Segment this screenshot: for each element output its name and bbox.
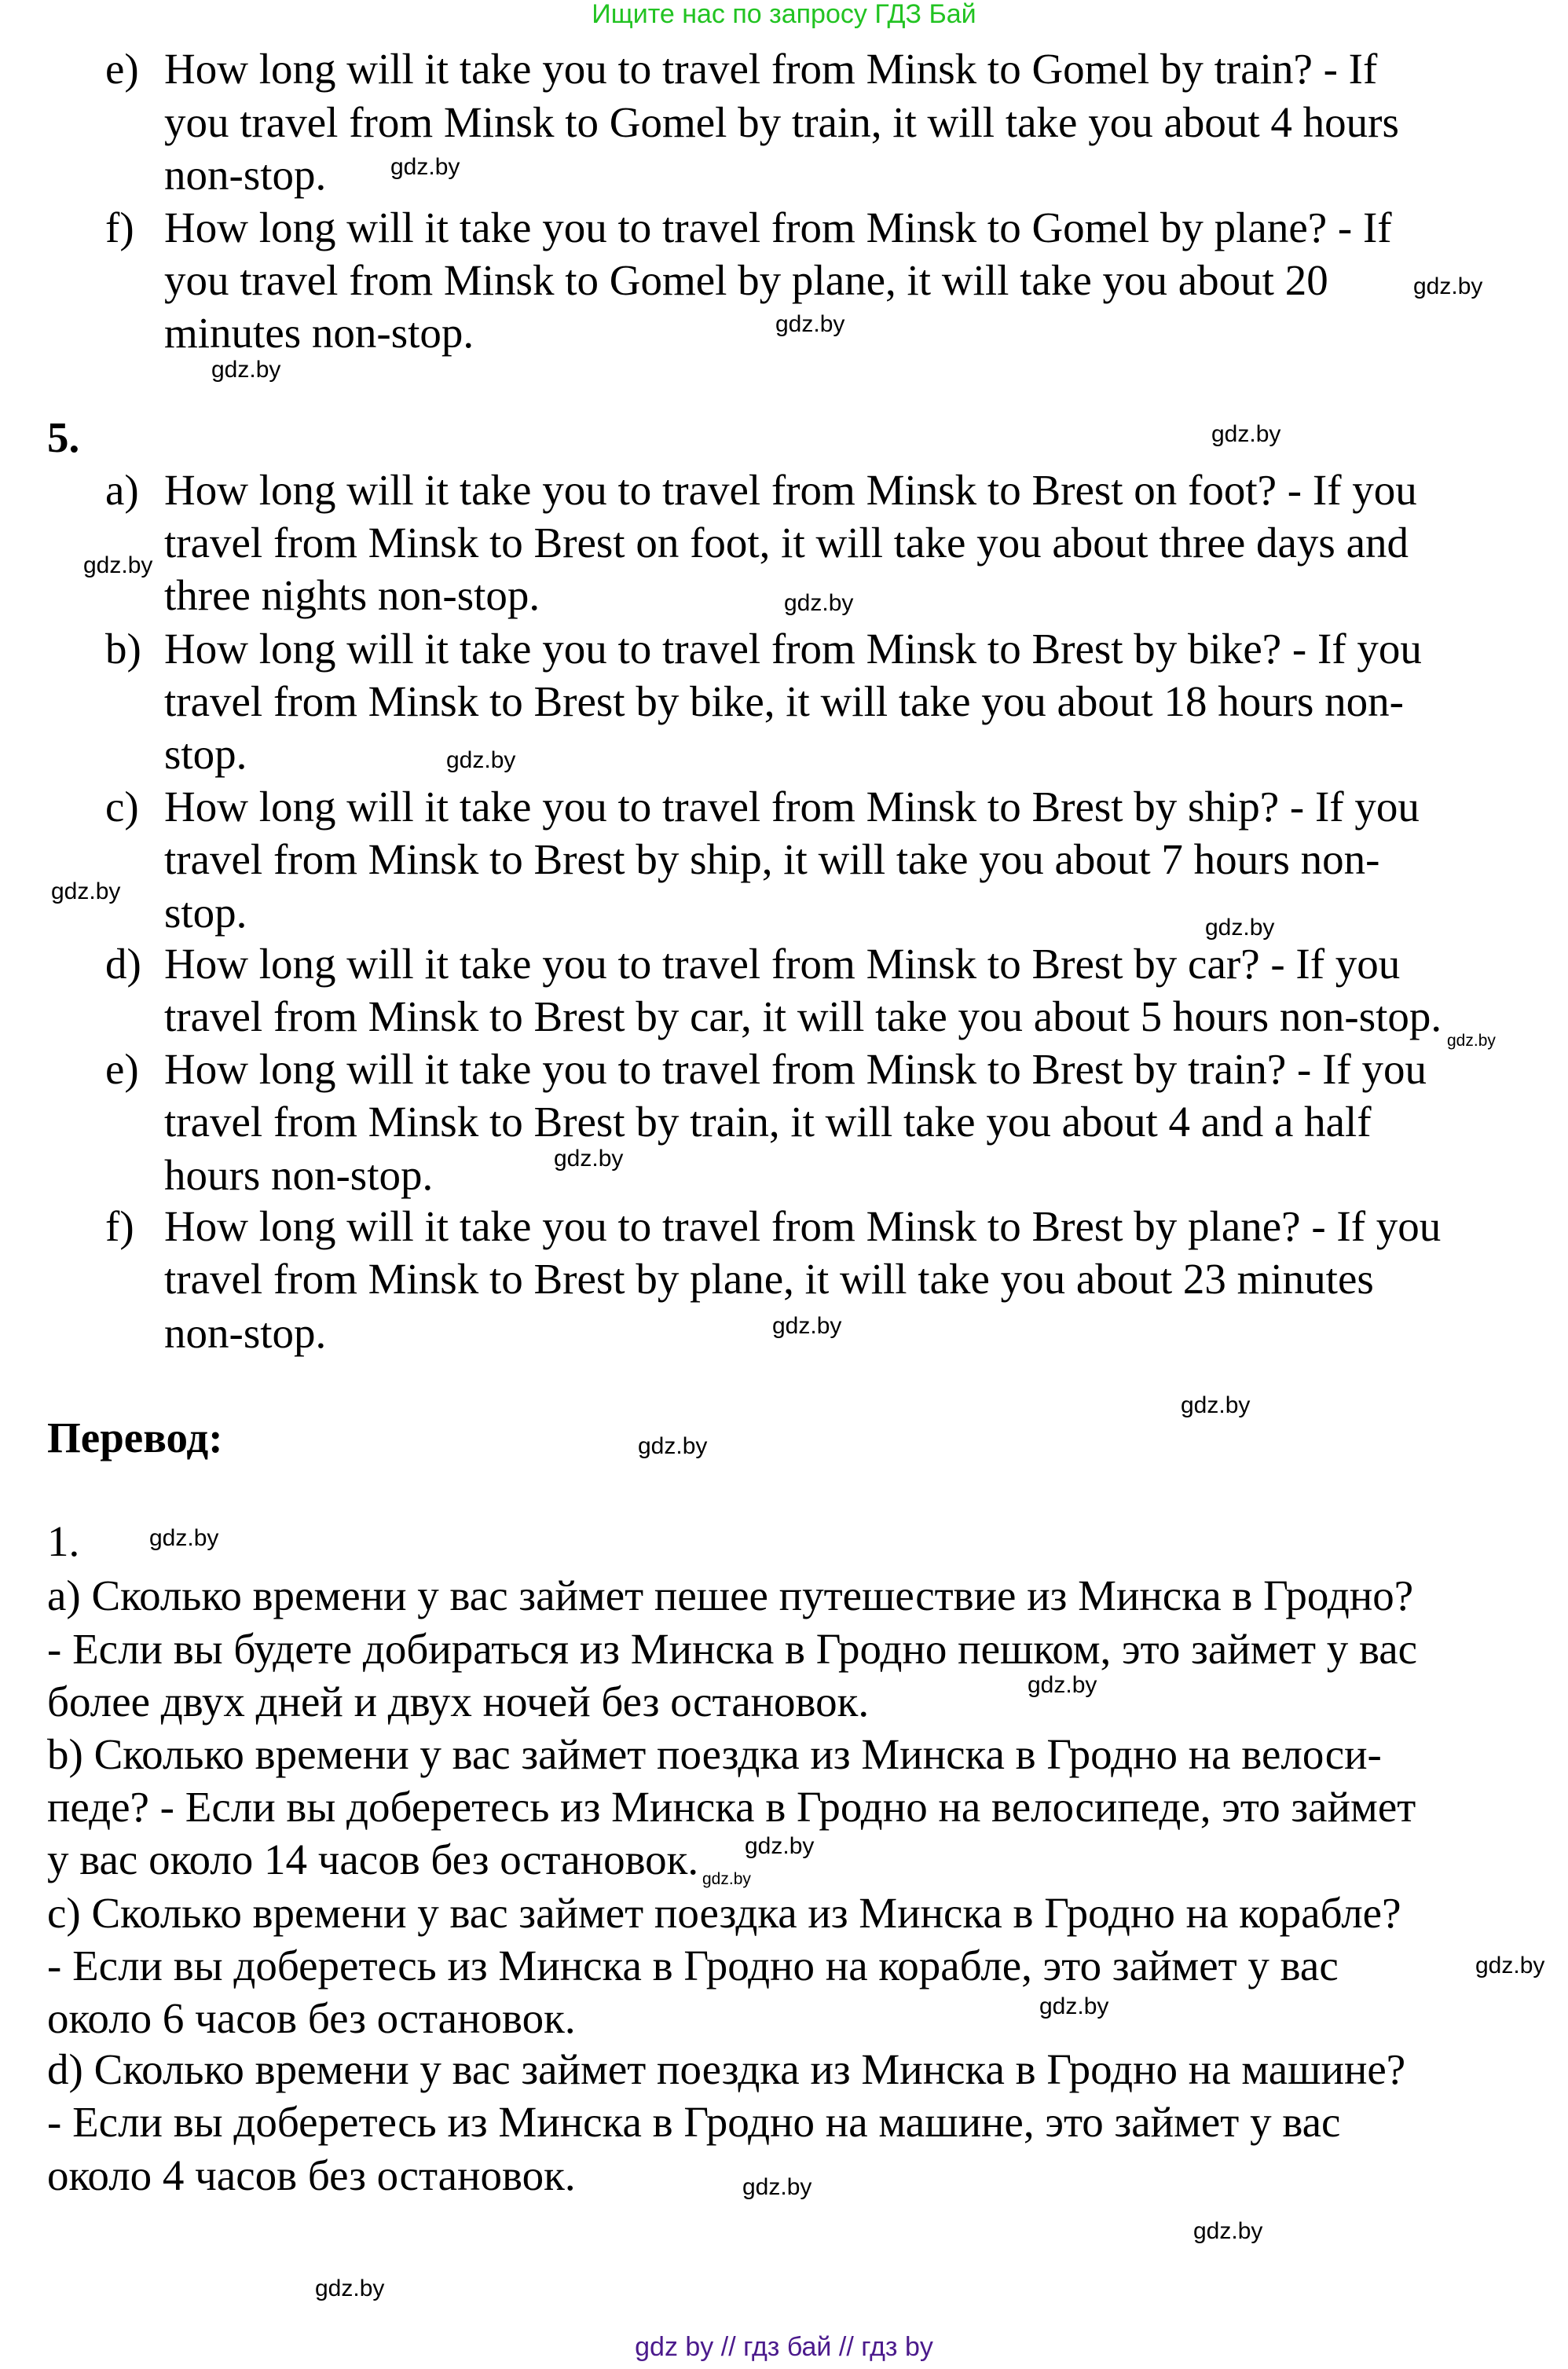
answer-line: you travel from Minsk to Gomel by plane, it will take you about 20: [164, 256, 1328, 304]
answer-line: travel from Minsk to Brest by train, it will take you about 4 and a half: [164, 1098, 1372, 1146]
answer-line: How long will it take you to travel from Minsk to Brest on foot? - If you: [164, 466, 1417, 514]
footer-links: gdz by // гдз бай // гдз by: [635, 2332, 933, 2362]
answer-line: How long will it take you to travel from Minsk to Gomel by train? - If: [164, 45, 1378, 93]
translation-line: - Если вы доберетесь из Минска в Гродно на машине, это займет у вас: [47, 2098, 1341, 2146]
item-label: f): [105, 1202, 134, 1250]
item-label: a): [105, 466, 139, 514]
translation-line: d) Сколько времени у вас займет поездка из Минска в Гродно на машине?: [47, 2045, 1406, 2093]
watermark: gdz.by: [390, 154, 460, 180]
answer-line: travel from Minsk to Brest by bike, it will take you about 18 hours non-: [164, 677, 1404, 725]
answer-line: travel from Minsk to Brest by car, it will take you about 5 hours non-stop.: [164, 992, 1442, 1040]
watermark: gdz.by: [1413, 273, 1483, 299]
answer-line: How long will it take you to travel from Minsk to Gomel by plane? - If: [164, 204, 1392, 251]
watermark: gdz.by: [1475, 1953, 1545, 1978]
watermark: gdz.by: [784, 590, 854, 616]
answer-line: travel from Minsk to Brest by ship, it will take you about 7 hours non-: [164, 835, 1380, 883]
translation-line: более двух дней и двух ночей без остановок.: [47, 1678, 870, 1725]
answer-line: three nights non-stop.: [164, 571, 540, 619]
translation-line: c) Сколько времени у вас займет поездка из Минска в Гродно на корабле?: [47, 1889, 1401, 1937]
answer-line: How long will it take you to travel from Minsk to Brest by plane? - If you: [164, 1202, 1442, 1250]
watermark: gdz.by: [1028, 1672, 1097, 1698]
translation-line: a) Сколько времени у вас займет пешее путешествие из Минска в Гродно?: [47, 1571, 1414, 1619]
answer-line: stop.: [164, 730, 247, 778]
translation-line: у вас около 14 часов без остановок.: [47, 1835, 699, 1883]
item-label: e): [105, 45, 139, 93]
item-label: e): [105, 1045, 139, 1093]
watermark: gdz.by: [702, 1870, 751, 1888]
item-label: d): [105, 940, 141, 988]
watermark: gdz.by: [775, 311, 845, 337]
watermark: gdz.by: [315, 2275, 385, 2301]
answer-line: minutes non-stop.: [164, 309, 474, 357]
watermark: gdz.by: [1447, 1032, 1496, 1050]
item-label: b): [105, 625, 141, 673]
watermark: gdz.by: [1039, 1993, 1109, 2019]
answer-line: How long will it take you to travel from Minsk to Brest by car? - If you: [164, 940, 1401, 988]
watermark: gdz.by: [446, 747, 516, 773]
watermark: gdz.by: [772, 1313, 842, 1339]
watermark: gdz.by: [1211, 421, 1281, 447]
item-label: f): [105, 204, 134, 251]
translation-line: b) Сколько времени у вас займет поездка из Минска в Гродно на велоси-: [47, 1730, 1382, 1778]
translation-line: - Если вы будете добираться из Минска в Гродно пешком, это займет у вас: [47, 1625, 1418, 1673]
watermark: gdz.by: [1193, 2218, 1263, 2244]
answer-line: travel from Minsk to Brest by plane, it will take you about 23 minutes: [164, 1255, 1374, 1303]
translation-line: около 4 часов без остановок.: [47, 2151, 576, 2199]
watermark: gdz.by: [638, 1433, 708, 1459]
answer-line: non-stop.: [164, 1309, 327, 1357]
answer-line: travel from Minsk to Brest on foot, it will take you about three days and: [164, 519, 1409, 567]
answer-line: How long will it take you to travel from Minsk to Brest by ship? - If you: [164, 783, 1420, 831]
watermark: gdz.by: [1205, 915, 1275, 941]
answer-line: hours non-stop.: [164, 1151, 434, 1199]
watermark: gdz.by: [745, 1833, 815, 1859]
answer-line: How long will it take you to travel from Minsk to Brest by train? - If you: [164, 1045, 1427, 1093]
watermark: gdz.by: [51, 878, 121, 904]
translation-number: 1.: [47, 1517, 80, 1565]
item-label: c): [105, 783, 139, 831]
search-banner: Ищите нас по запросу ГДЗ Бай: [592, 0, 976, 29]
answer-line: How long will it take you to travel from Minsk to Brest by bike? - If you: [164, 625, 1422, 673]
translation-line: около 6 часов без остановок.: [47, 1994, 576, 2042]
answer-line: stop.: [164, 889, 247, 937]
section-number: 5.: [47, 413, 80, 461]
translation-line: - Если вы доберетесь из Минска в Гродно на корабле, это займет у вас: [47, 1942, 1339, 1989]
watermark: gdz.by: [554, 1146, 624, 1172]
answer-line: non-stop.: [164, 151, 327, 199]
translation-heading: Перевод:: [47, 1414, 223, 1461]
watermark: gdz.by: [83, 552, 153, 578]
watermark: gdz.by: [742, 2174, 812, 2200]
watermark: gdz.by: [149, 1525, 219, 1551]
answer-line: you travel from Minsk to Gomel by train, it will take you about 4 hours: [164, 98, 1399, 146]
translation-line: педе? - Если вы доберетесь из Минска в Гродно на велосипеде, это займет: [47, 1783, 1416, 1831]
watermark: gdz.by: [211, 357, 281, 383]
watermark: gdz.by: [1181, 1392, 1251, 1418]
